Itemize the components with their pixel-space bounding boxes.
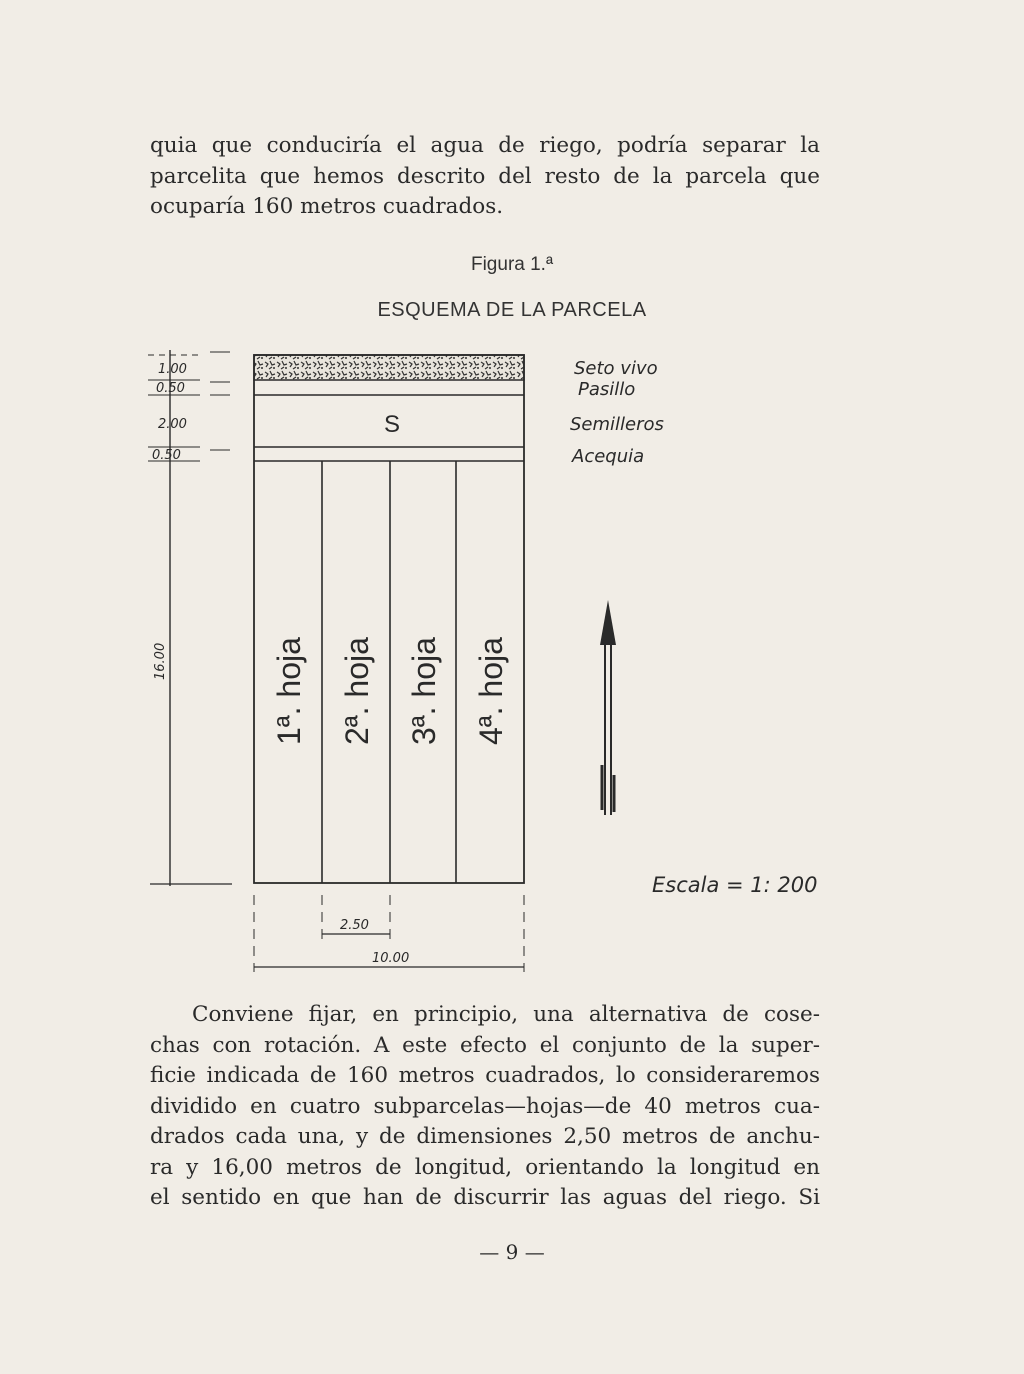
text-line: ra y 16,00 metros de longitud, orientando la longitud en xyxy=(150,1154,820,1180)
dim-label-total: 16.00 xyxy=(153,642,168,680)
paragraph-bottom xyxy=(150,1000,820,1214)
legend-seto: Seto vivo xyxy=(574,358,658,379)
dim-label-250: 2.50 xyxy=(340,918,369,933)
legend-semilleros: Semilleros xyxy=(570,414,664,435)
seedbed-label: S xyxy=(384,411,401,438)
figure-label: Figura 1.ª xyxy=(470,254,553,275)
strip-label-4: 4ª. hoja xyxy=(473,637,509,745)
text-line: drados cada una, y de dimensiones 2,50 metros de anchu- xyxy=(150,1124,820,1149)
page-number: — 9 — xyxy=(479,1240,545,1264)
text-line: chas con rotación. A este efecto el conjunto de la super- xyxy=(150,1032,820,1058)
strip-label-1: 1ª. hoja xyxy=(271,637,307,745)
text-line: ocuparía 160 metros cuadrados. xyxy=(150,194,504,219)
dim-label: 0.50 xyxy=(156,381,185,396)
strip-label-2: 2ª. hoja xyxy=(339,637,375,745)
hedge-band xyxy=(254,355,524,380)
strip-label-3: 3ª. hoja xyxy=(406,637,442,745)
dim-label-1000: 10.00 xyxy=(372,951,410,966)
scale-label: Escala = 1: 200 xyxy=(652,873,818,897)
legend-pasillo: Pasillo xyxy=(578,379,636,400)
flow-arrow-head xyxy=(600,600,616,645)
text-line: el sentido en que han de discurrir las aguas del riego. Si xyxy=(150,1185,820,1210)
dim-label: 2.00 xyxy=(158,417,187,432)
text-line: dividido en cuatro subparcelas—hojas—de 40 metros cua- xyxy=(150,1093,820,1119)
text-line: quia que conduciría el agua de riego, podría separar la xyxy=(150,133,820,158)
legend-acequia: Acequia xyxy=(572,446,645,467)
text-line: parcelita que hemos descrito del resto de la parcela que xyxy=(150,163,820,189)
figure-title: ESQUEMA DE LA PARCELA xyxy=(377,299,647,321)
text-line: ficie indicada de 160 metros cuadrados, lo consideraremos xyxy=(150,1063,820,1088)
dim-label: 0.50 xyxy=(152,448,181,463)
text-line: Conviene fijar, en principio, una alternativa de cose- xyxy=(192,1002,820,1027)
dim-label: 1.00 xyxy=(158,362,187,377)
